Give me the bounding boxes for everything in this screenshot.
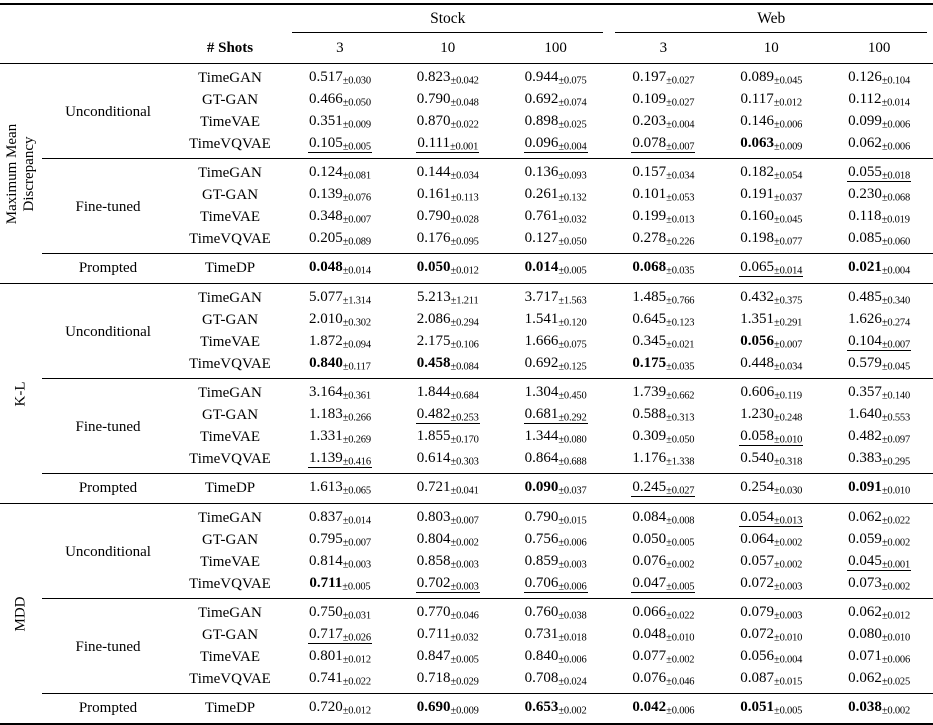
value-cell: $0.837_{\pm 0.014}$ [286,504,394,530]
value-cell: $0.055_{\pm 0.018}$ [825,159,933,185]
table-row [0,379,933,405]
value-cell: $1.739_{\pm 0.662}$ [609,379,717,405]
model-label: TimeVQVAE [189,355,271,372]
condition-label: Unconditional [65,104,151,120]
value-cell: $0.050_{\pm 0.012}$ [394,254,502,284]
value-cell: $0.711_{\pm 0.005}$ [309,575,371,593]
column-group-stock [286,4,609,33]
value-cell: $0.870_{\pm 0.022}$ [416,113,479,131]
value-cell: $0.731_{\pm 0.018}$ [524,626,587,644]
model-label: TimeDP [174,694,286,725]
value-cell: $0.157_{\pm 0.034}$ [609,159,717,185]
value-cell: $0.790_{\pm 0.015}$ [502,504,610,530]
header-spacer [0,4,286,33]
model-label: TimeVQVAE [189,670,271,687]
model-label: TimeVAE [199,113,261,130]
value-cell: $0.721_{\pm 0.041}$ [394,474,502,504]
model-label: TimeVAE [199,428,261,445]
value-cell: $0.741_{\pm 0.022}$ [308,670,371,688]
value-cell: $1.183_{\pm 0.266}$ [308,406,371,424]
value-cell: $0.048_{\pm 0.014}$ [286,254,394,284]
value-cell: $0.790_{\pm 0.028}$ [416,208,479,226]
value-cell: $0.840_{\pm 0.117}$ [309,355,371,373]
model-label: TimeGAN [174,379,286,405]
value-cell: $0.645_{\pm 0.123}$ [632,311,695,329]
value-cell: $0.045_{\pm 0.001}$ [848,552,911,571]
value-cell: $0.056_{\pm 0.004}$ [740,648,803,666]
value-cell: $0.111_{\pm 0.001}$ [417,134,479,153]
value-cell: $0.814_{\pm 0.003}$ [308,553,371,571]
shots-col-stock-10: 10 [394,33,502,64]
metric-label: K-L [0,284,42,504]
value-cell: $0.898_{\pm 0.025}$ [524,113,587,131]
table-row [0,284,933,310]
value-cell: $0.136_{\pm 0.093}$ [502,159,610,185]
value-cell: $1.485_{\pm 0.766}$ [609,284,717,310]
model-label: GT-GAN [201,406,259,423]
model-label: TimeVAE [199,553,261,570]
model-label: TimeDP [174,254,286,284]
value-cell: $0.517_{\pm 0.030}$ [308,69,371,87]
value-cell: $2.086_{\pm 0.294}$ [416,311,479,329]
value-cell: $0.653_{\pm 0.002}$ [502,694,610,725]
value-cell: $1.351_{\pm 0.291}$ [740,311,803,329]
value-cell: $0.770_{\pm 0.046}$ [394,599,502,625]
value-cell: $0.614_{\pm 0.303}$ [416,450,479,468]
value-cell: $0.720_{\pm 0.012}$ [286,694,394,725]
value-cell: $0.203_{\pm 0.004}$ [632,113,695,131]
condition-label: Prompted [42,474,174,504]
model-label: TimeDP [174,474,286,504]
condition-label: Fine-tuned [42,599,174,694]
table-row [0,64,933,90]
value-cell: $0.466_{\pm 0.050}$ [308,91,371,109]
column-group-web [609,4,933,33]
value-cell: $0.351_{\pm 0.009}$ [308,113,371,131]
value-cell: $0.278_{\pm 0.226}$ [632,230,695,248]
model-label: TimeVAE [199,648,261,665]
table-row [0,254,933,284]
table-row [0,504,933,530]
model-label: TimeVQVAE [189,450,271,467]
model-label: TimeVAE [199,333,261,350]
value-cell: $0.761_{\pm 0.032}$ [524,208,587,226]
value-cell: $0.099_{\pm 0.006}$ [848,113,911,131]
value-cell: $0.760_{\pm 0.038}$ [502,599,610,625]
value-cell: $0.692_{\pm 0.074}$ [524,91,587,109]
value-cell: $3.717_{\pm 1.563}$ [502,284,610,310]
model-label: TimeGAN [174,599,286,625]
model-label: GT-GAN [201,531,259,548]
value-cell: $0.014_{\pm 0.005}$ [502,254,610,284]
value-cell: $0.692_{\pm 0.125}$ [524,355,587,373]
model-label: GT-GAN [201,186,259,203]
value-cell: $0.056_{\pm 0.007}$ [740,333,803,351]
value-cell: $0.057_{\pm 0.002}$ [740,553,803,571]
table-row [0,474,933,504]
value-cell: $0.065_{\pm 0.014}$ [717,254,825,284]
value-cell: $1.139_{\pm 0.416}$ [308,449,371,468]
model-label: TimeGAN [174,284,286,310]
value-cell: $0.090_{\pm 0.037}$ [502,474,610,504]
value-cell: $1.613_{\pm 0.065}$ [286,474,394,504]
value-cell: $0.087_{\pm 0.015}$ [740,670,803,688]
value-cell: $0.076_{\pm 0.046}$ [632,670,695,688]
value-cell: $0.071_{\pm 0.006}$ [848,648,911,666]
value-cell: $0.432_{\pm 0.375}$ [717,284,825,310]
value-cell: $0.606_{\pm 0.119}$ [717,379,825,405]
column-group-web-label: Web [757,10,786,27]
value-cell: $0.084_{\pm 0.008}$ [609,504,717,530]
value-cell: $0.064_{\pm 0.002}$ [740,531,803,549]
value-cell: $0.182_{\pm 0.054}$ [717,159,825,185]
value-cell: $0.191_{\pm 0.037}$ [740,186,803,204]
value-cell: $0.051_{\pm 0.005}$ [717,694,825,725]
value-cell: $0.795_{\pm 0.007}$ [308,531,371,549]
value-cell: $1.541_{\pm 0.120}$ [524,311,587,329]
model-label: TimeGAN [174,504,286,530]
value-cell: $0.091_{\pm 0.010}$ [825,474,933,504]
metric-label: Maximum Mean Discrepancy [4,123,37,224]
value-cell: $0.118_{\pm 0.019}$ [848,208,910,226]
value-cell: $0.072_{\pm 0.003}$ [740,575,803,593]
value-cell: $0.847_{\pm 0.005}$ [416,648,479,666]
value-cell: $0.708_{\pm 0.024}$ [524,670,587,688]
value-cell: $5.213_{\pm 1.211}$ [394,284,502,310]
value-cell: $1.855_{\pm 0.170}$ [416,428,479,446]
value-cell: $0.197_{\pm 0.027}$ [632,69,695,87]
value-cell: $0.062_{\pm 0.025}$ [848,670,911,688]
value-cell: $0.230_{\pm 0.068}$ [848,186,911,204]
value-cell: $0.050_{\pm 0.005}$ [632,531,695,549]
results-table [0,3,933,725]
condition-label: Unconditional [42,504,174,599]
value-cell: $0.079_{\pm 0.003}$ [717,599,825,625]
metric-label: MDD [0,504,42,725]
model-label: TimeGAN [174,159,286,185]
value-cell: $0.383_{\pm 0.295}$ [848,450,911,468]
value-cell: $0.047_{\pm 0.005}$ [632,574,695,593]
value-cell: $0.085_{\pm 0.060}$ [848,230,911,248]
value-cell: $0.062_{\pm 0.022}$ [825,504,933,530]
header-spacer [0,33,174,64]
value-cell: $0.690_{\pm 0.009}$ [394,694,502,725]
value-cell: $0.790_{\pm 0.048}$ [416,91,479,109]
value-cell: $0.078_{\pm 0.007}$ [632,134,695,153]
shots-col-stock-100: 100 [502,33,610,64]
value-cell: $0.205_{\pm 0.089}$ [308,230,371,248]
value-cell: $0.072_{\pm 0.010}$ [740,626,803,644]
value-cell: $0.756_{\pm 0.006}$ [524,531,587,549]
model-label: GT-GAN [201,311,259,328]
value-cell: $0.161_{\pm 0.113}$ [416,186,479,204]
value-cell: $0.357_{\pm 0.140}$ [825,379,933,405]
column-group-stock-label: Stock [430,10,466,27]
value-cell: $0.588_{\pm 0.313}$ [632,406,695,424]
value-cell: $0.042_{\pm 0.006}$ [609,694,717,725]
value-cell: $1.626_{\pm 0.274}$ [848,311,911,329]
value-cell: $0.540_{\pm 0.318}$ [740,450,803,468]
value-cell: $0.062_{\pm 0.012}$ [825,599,933,625]
table-row [0,599,933,625]
value-cell: $0.139_{\pm 0.076}$ [308,186,371,204]
value-cell: $0.101_{\pm 0.053}$ [632,186,695,204]
shots-col-web-3: 3 [609,33,717,64]
model-label: GT-GAN [201,91,259,108]
value-cell: $0.077_{\pm 0.002}$ [632,648,695,666]
value-cell: $0.718_{\pm 0.029}$ [416,670,479,688]
value-cell: $0.076_{\pm 0.002}$ [632,553,695,571]
shots-header: # Shots [174,33,286,64]
value-cell: $0.160_{\pm 0.045}$ [740,208,803,226]
value-cell: $2.175_{\pm 0.106}$ [416,333,479,351]
value-cell: $0.198_{\pm 0.077}$ [740,230,803,248]
shots-col-web-10: 10 [717,33,825,64]
value-cell: $0.702_{\pm 0.003}$ [416,574,479,593]
value-cell: $1.640_{\pm 0.553}$ [848,406,911,424]
condition-label: Prompted [42,694,174,725]
value-cell: $1.872_{\pm 0.094}$ [308,333,371,351]
value-cell: $0.105_{\pm 0.005}$ [308,134,371,153]
value-cell: $0.048_{\pm 0.010}$ [632,626,695,644]
model-label: TimeVQVAE [189,575,271,592]
value-cell: $0.801_{\pm 0.012}$ [308,648,371,666]
value-cell: $0.199_{\pm 0.013}$ [632,208,695,226]
model-label: TimeVQVAE [189,135,271,152]
value-cell: $0.176_{\pm 0.095}$ [416,230,479,248]
value-cell: $5.077_{\pm 1.314}$ [286,284,394,310]
value-cell: $0.254_{\pm 0.030}$ [717,474,825,504]
value-cell: $0.840_{\pm 0.006}$ [524,648,587,666]
value-cell: $0.706_{\pm 0.006}$ [524,574,587,593]
model-label: TimeGAN [198,69,262,86]
value-cell: $0.073_{\pm 0.002}$ [848,575,911,593]
value-cell: $0.858_{\pm 0.003}$ [416,553,479,571]
model-label: TimeVAE [199,208,261,225]
value-cell: $0.944_{\pm 0.075}$ [524,69,587,87]
value-cell: $0.804_{\pm 0.002}$ [416,531,479,549]
value-cell: $0.261_{\pm 0.132}$ [524,186,587,204]
value-cell: $0.146_{\pm 0.006}$ [740,113,803,131]
value-cell: $0.089_{\pm 0.045}$ [740,69,803,87]
shots-col-stock-3: 3 [286,33,394,64]
value-cell: $0.059_{\pm 0.002}$ [848,531,911,549]
value-cell: $0.245_{\pm 0.027}$ [609,474,717,504]
value-cell: $0.348_{\pm 0.007}$ [308,208,371,226]
value-cell: $0.127_{\pm 0.050}$ [524,230,587,248]
value-cell: $0.054_{\pm 0.013}$ [717,504,825,530]
value-cell: $0.864_{\pm 0.688}$ [524,450,587,468]
value-cell: $0.066_{\pm 0.022}$ [609,599,717,625]
condition-label: Unconditional [42,284,174,379]
value-cell: $0.458_{\pm 0.084}$ [416,355,479,373]
value-cell: $0.021_{\pm 0.004}$ [825,254,933,284]
value-cell: $0.711_{\pm 0.032}$ [417,626,479,644]
value-cell: $0.803_{\pm 0.007}$ [394,504,502,530]
value-cell: $1.666_{\pm 0.075}$ [524,333,587,351]
value-cell: $0.579_{\pm 0.045}$ [848,355,911,373]
value-cell: $0.482_{\pm 0.253}$ [416,405,479,424]
value-cell: $0.104_{\pm 0.007}$ [848,332,911,351]
value-cell: $0.345_{\pm 0.021}$ [632,333,695,351]
value-cell: $0.038_{\pm 0.002}$ [825,694,933,725]
condition-label: Fine-tuned [42,159,174,254]
value-cell: $0.144_{\pm 0.034}$ [394,159,502,185]
value-cell: $0.823_{\pm 0.042}$ [416,69,479,87]
value-cell: $0.080_{\pm 0.010}$ [848,626,911,644]
model-label: GT-GAN [201,626,259,643]
value-cell: $0.717_{\pm 0.026}$ [308,625,371,644]
value-cell: $2.010_{\pm 0.302}$ [308,311,371,329]
value-cell: $1.304_{\pm 0.450}$ [502,379,610,405]
value-cell: $0.109_{\pm 0.027}$ [632,91,695,109]
value-cell: $0.485_{\pm 0.340}$ [825,284,933,310]
value-cell: $0.750_{\pm 0.031}$ [286,599,394,625]
value-cell: $0.062_{\pm 0.006}$ [848,135,911,153]
value-cell: $0.859_{\pm 0.003}$ [524,553,587,571]
value-cell: $0.117_{\pm 0.012}$ [740,91,802,109]
value-cell: $1.844_{\pm 0.684}$ [394,379,502,405]
value-cell: $0.096_{\pm 0.004}$ [524,134,587,153]
value-cell: $1.331_{\pm 0.269}$ [308,428,371,446]
value-cell: $0.482_{\pm 0.097}$ [848,428,911,446]
value-cell: $1.344_{\pm 0.080}$ [524,428,587,446]
value-cell: $0.126_{\pm 0.104}$ [848,69,911,87]
value-cell: $0.175_{\pm 0.035}$ [632,355,695,373]
value-cell: $0.112_{\pm 0.014}$ [848,91,910,109]
value-cell: $0.309_{\pm 0.050}$ [632,428,695,446]
value-cell: $1.230_{\pm 0.248}$ [740,406,803,424]
value-cell: $0.063_{\pm 0.009}$ [740,135,803,153]
value-cell: $0.448_{\pm 0.034}$ [740,355,803,373]
table-row [0,159,933,185]
condition-label: Fine-tuned [42,379,174,474]
value-cell: $0.058_{\pm 0.010}$ [740,427,803,446]
model-label: TimeVQVAE [189,230,271,247]
shots-col-web-100: 100 [825,33,933,64]
value-cell: $3.164_{\pm 0.361}$ [286,379,394,405]
value-cell: $0.681_{\pm 0.292}$ [524,405,587,424]
table-row [0,694,933,725]
condition-label: Prompted [42,254,174,284]
value-cell: $0.124_{\pm 0.081}$ [286,159,394,185]
value-cell: $0.068_{\pm 0.035}$ [609,254,717,284]
value-cell: $1.176_{\pm 1.338}$ [632,450,695,468]
